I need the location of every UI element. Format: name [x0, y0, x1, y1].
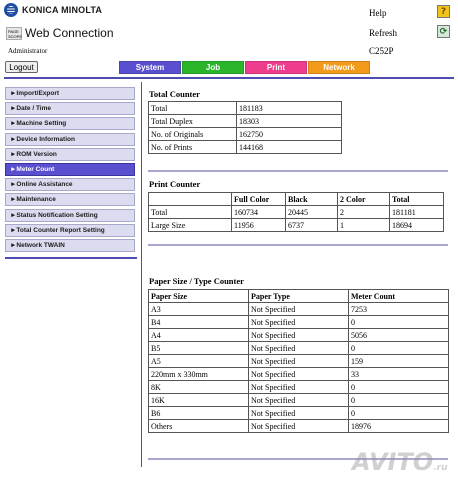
column-header: Meter Count	[349, 290, 448, 302]
print-counter-title: Print Counter	[149, 179, 201, 189]
sidebar-item-machine-setting[interactable]: ►Machine Setting	[5, 117, 135, 130]
table-row	[149, 368, 448, 380]
table-row	[149, 219, 443, 231]
sidebar-item-maintenance[interactable]: ►Maintenance	[5, 193, 135, 206]
table-cell: A3	[149, 303, 248, 315]
table-cell: Not Specified	[249, 355, 348, 367]
table-cell: 18976	[349, 420, 448, 432]
table-row	[149, 420, 448, 432]
table-cell: A4	[149, 329, 248, 341]
sidebar	[5, 87, 135, 254]
table-row	[149, 141, 341, 153]
table-cell: Total	[149, 206, 231, 218]
table-cell: Not Specified	[249, 381, 348, 393]
sidebar-item-online-assistance[interactable]: ►Online Assistance	[5, 178, 135, 191]
table-cell: 6737	[286, 219, 337, 231]
table-cell: 11956	[232, 219, 285, 231]
table-row	[149, 407, 448, 419]
table-cell: No. of Originals	[149, 128, 236, 140]
table-cell: 0	[349, 381, 448, 393]
app-header	[6, 26, 114, 40]
table-cell: No. of Prints	[149, 141, 236, 153]
table-cell: Not Specified	[249, 368, 348, 380]
table-cell: 8K	[149, 381, 248, 393]
header-divider	[4, 77, 454, 79]
sidebar-item-meter-count[interactable]: ►Meter Count	[5, 163, 135, 176]
table-cell: Large Size	[149, 219, 231, 231]
table-cell: A5	[149, 355, 248, 367]
print-counter-table	[148, 192, 444, 232]
watermark-suffix: .ru	[433, 463, 448, 473]
table-row	[149, 316, 448, 328]
total-counter-title: Total Counter	[149, 89, 200, 99]
table-header-row	[149, 290, 448, 302]
table-row	[149, 355, 448, 367]
sidebar-item-date-time[interactable]: ►Date / Time	[5, 102, 135, 115]
table-cell: 181181	[390, 206, 443, 218]
table-cell: Total Duplex	[149, 115, 236, 127]
watermark	[352, 448, 448, 476]
tab-network[interactable]: Network	[308, 61, 370, 74]
brand-name: KONICA MINOLTA	[22, 5, 103, 15]
app-title: Web Connection	[25, 26, 114, 40]
table-cell: 160734	[232, 206, 285, 218]
help-label[interactable]: Help	[369, 8, 387, 18]
column-header: Paper Size	[149, 290, 248, 302]
table-row	[149, 115, 341, 127]
sidebar-item-status-notification[interactable]: ►Status Notification Setting	[5, 209, 135, 222]
table-cell: Not Specified	[249, 394, 348, 406]
sidebar-item-device-information[interactable]: ►Device Information	[5, 133, 135, 146]
table-cell: B5	[149, 342, 248, 354]
column-header: Paper Type	[249, 290, 348, 302]
section-divider	[148, 170, 448, 172]
table-cell: Not Specified	[249, 316, 348, 328]
watermark-text: AVITO	[352, 448, 434, 476]
table-row	[149, 303, 448, 315]
device-model: C252P	[369, 46, 394, 56]
table-cell: 33	[349, 368, 448, 380]
section-divider	[148, 244, 448, 246]
table-cell: 0	[349, 394, 448, 406]
column-header: Full Color	[232, 193, 285, 205]
column-header: Total	[390, 193, 443, 205]
table-cell: 220mm x 330mm	[149, 368, 248, 380]
column-header: 2 Color	[338, 193, 389, 205]
refresh-icon[interactable]: ⟳	[437, 25, 450, 38]
table-cell: Not Specified	[249, 342, 348, 354]
sidebar-item-rom-version[interactable]: ►ROM Version	[5, 148, 135, 161]
table-row	[149, 381, 448, 393]
sidebar-item-network-twain[interactable]: ►Network TWAIN	[5, 239, 135, 252]
konica-globe-icon	[4, 3, 18, 17]
table-header-row	[149, 193, 443, 205]
pagescope-logo-icon: PAGE SCOPE	[8, 28, 23, 39]
table-cell: 159	[349, 355, 448, 367]
table-cell: 18694	[390, 219, 443, 231]
table-row	[149, 206, 443, 218]
table-row	[149, 342, 448, 354]
paper-counter-table	[148, 289, 449, 433]
table-cell: 5056	[349, 329, 448, 341]
sidebar-item-total-counter-report[interactable]: ►Total Counter Report Setting	[5, 224, 135, 237]
table-cell: 16K	[149, 394, 248, 406]
table-cell: 0	[349, 407, 448, 419]
table-row	[149, 329, 448, 341]
table-cell: Not Specified	[249, 303, 348, 315]
user-name: Administrator	[8, 47, 48, 55]
brand-logo	[4, 3, 102, 17]
table-cell: 0	[349, 342, 448, 354]
sidebar-item-import-export[interactable]: ►Import/Export	[5, 87, 135, 100]
table-cell: Not Specified	[249, 407, 348, 419]
table-cell: 18303	[237, 115, 341, 127]
table-cell: Not Specified	[249, 420, 348, 432]
content-divider	[141, 82, 142, 467]
table-row	[149, 394, 448, 406]
table-cell: 0	[349, 316, 448, 328]
table-cell: B6	[149, 407, 248, 419]
table-cell: Total	[149, 102, 236, 114]
table-row	[149, 128, 341, 140]
table-cell: 162750	[237, 128, 341, 140]
column-header	[149, 193, 231, 205]
table-cell: 144168	[237, 141, 341, 153]
table-cell: 7253	[349, 303, 448, 315]
refresh-label[interactable]: Refresh	[369, 28, 397, 38]
help-icon[interactable]: ?	[437, 5, 450, 18]
tab-system[interactable]: System	[119, 61, 181, 74]
table-row	[149, 102, 341, 114]
tab-job[interactable]: Job	[182, 61, 244, 74]
total-counter-table	[148, 101, 342, 154]
table-cell: 2	[338, 206, 389, 218]
tab-print[interactable]: Print	[245, 61, 307, 74]
table-cell: Not Specified	[249, 329, 348, 341]
table-cell: B4	[149, 316, 248, 328]
table-cell: 1	[338, 219, 389, 231]
logout-button[interactable]: Logout	[5, 61, 38, 73]
table-cell: Others	[149, 420, 248, 432]
column-header: Black	[286, 193, 337, 205]
table-cell: 20445	[286, 206, 337, 218]
paper-counter-title: Paper Size / Type Counter	[149, 276, 244, 286]
sidebar-divider	[5, 257, 137, 259]
table-cell: 181183	[237, 102, 341, 114]
